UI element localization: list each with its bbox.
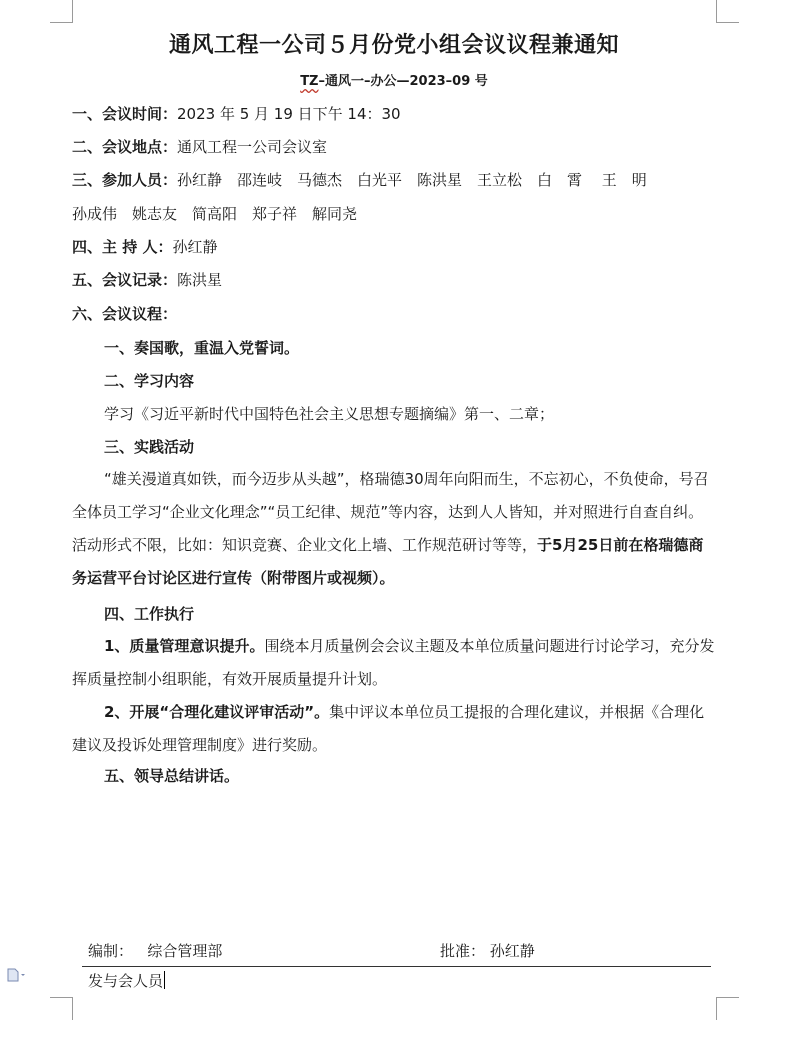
- time-label: 一、会议时间：: [72, 105, 178, 123]
- item-4-1-title: 1、质量管理意识提升。: [104, 637, 265, 655]
- item-3-text-bold: 于5月25日前在格瑞德商务运营平台讨论区进行宣传（附带图片或视频）。: [72, 536, 704, 587]
- footer-rule: [82, 966, 711, 967]
- page-corner-top-left: [50, 0, 73, 23]
- agenda-item-3: 三、实践活动: [104, 438, 195, 456]
- place-label: 二、会议地点：: [72, 138, 178, 156]
- text-cursor: [164, 971, 165, 989]
- agenda-item-2-text: 学习《习近平新时代中国特色社会主义思想专题摘编》第一、二章；: [104, 405, 555, 423]
- document-number: [0, 70, 788, 89]
- send-to-text: 发与会人员: [88, 972, 164, 990]
- page-corner-bottom-left: [50, 997, 73, 1020]
- attendees-line-2: 孙成伟 姚志友 简高阳 郑子祥 解同尧: [72, 205, 358, 223]
- place-value: 通风工程一公司会议室: [177, 138, 328, 156]
- item-4-1-text: 围绕本月质量例会会议主题及本单位质量问题进行讨论学习，充分发挥质量控制小组职能，有效开展质量提升计划。: [72, 637, 715, 688]
- item-4-2-title: 2、开展“合理化建议评审活动”。: [104, 703, 330, 721]
- compiled-by: [88, 940, 222, 961]
- document-margin-icon[interactable]: [6, 968, 26, 985]
- attendees-line-1: 孙红静 邵连岐 马德杰 白光平 陈洪星 王立松 白 霄 王 明: [177, 171, 647, 189]
- agenda-item-1: 一、奏国歌，重温入党誓词。: [104, 339, 300, 357]
- page-doc-icon: [6, 968, 26, 982]
- send-to-line[interactable]: [88, 970, 165, 991]
- recorder-value: 陈洪星: [177, 271, 223, 289]
- agenda-item-2: 二、学习内容: [104, 372, 195, 390]
- agenda-item-5: 五、领导总结讲话。: [104, 767, 240, 785]
- item-4-2-text: 集中评议本单位员工提报的合理化建议，并根据《合理化建议及投诉处理管理制度》进行奖励。: [72, 703, 705, 754]
- agenda-item-4-2: [72, 696, 717, 762]
- meeting-recorder: [72, 269, 222, 290]
- compiled-value: 综合管理部: [147, 942, 223, 960]
- doc-number-rest: –通风一–办公—2023–09 号: [318, 74, 488, 89]
- meeting-time: [72, 103, 401, 124]
- host-label: 四、主 持 人：: [72, 238, 173, 256]
- attendees: [72, 169, 647, 190]
- meeting-place: [72, 136, 327, 157]
- agenda-item-4-1: [72, 630, 717, 696]
- host-value: 孙红静: [172, 238, 218, 256]
- meeting-host: [72, 236, 217, 257]
- doc-number-prefix: TZ: [300, 74, 319, 89]
- agenda-item-4: 四、工作执行: [104, 605, 195, 623]
- attendees-label: 三、参加人员：: [72, 171, 178, 189]
- agenda-item-3-text: [72, 463, 717, 595]
- recorder-label: 五、会议记录：: [72, 271, 178, 289]
- approved-value: 孙红静: [489, 942, 535, 960]
- agenda-label: 六、会议议程：: [72, 305, 178, 323]
- item-3-text-plain: “雄关漫道真如铁，而今迈步从头越”，格瑞德30周年向阳而生，不忘初心，不负使命，号召全体员工学习“企业文化理念”“员工纪律、规范”等内容，达到人人皆知，并对照进行自查自纠。活动形式不限，比如：知识竞赛、企业文化上墙、工作规范研讨等等，: [72, 470, 709, 554]
- page-corner-bottom-right: [716, 997, 739, 1020]
- page-corner-top-right: [716, 0, 739, 23]
- compiled-label: 编制：: [88, 942, 134, 960]
- approved-label: 批准：: [440, 942, 486, 960]
- time-value: 2023 年 5 月 19 日下午 14：30: [177, 105, 401, 123]
- document-title: 通风工程一公司５月份党小组会议议程兼通知: [168, 33, 619, 58]
- approved-by: [440, 940, 535, 961]
